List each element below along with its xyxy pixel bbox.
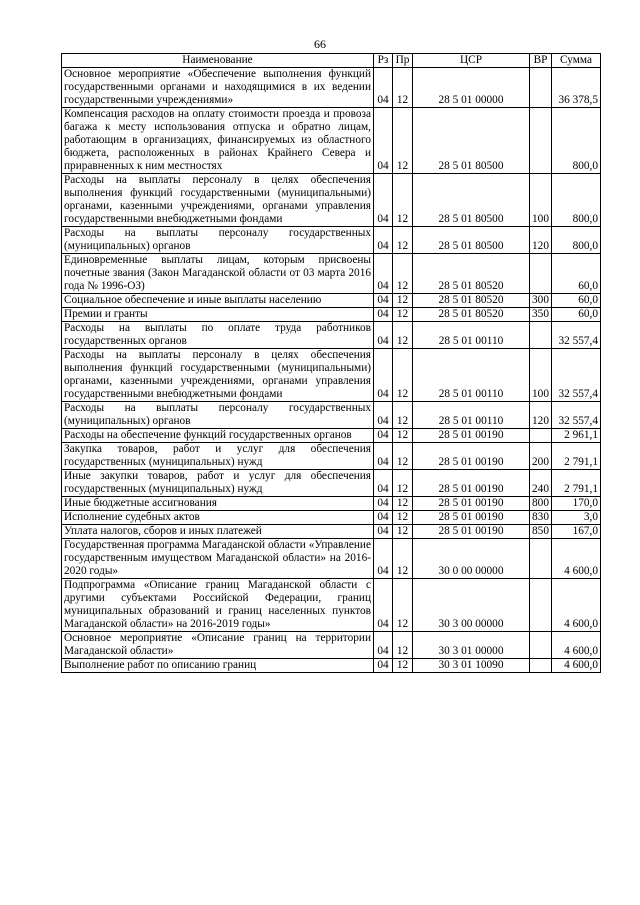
cell-csr: 30 3 00 00000 bbox=[413, 579, 530, 632]
cell-rz: 04 bbox=[374, 308, 393, 322]
cell-name: Компенсация расходов на оплату стоимости проезда и провоза багажа к месту использования отпуска и обратно лицам, работающим в организациях, финансируемых из областного бюджета, расположенных в районах Крайнего Севера и приравненных к ним местностях bbox=[62, 108, 374, 174]
table-row bbox=[62, 497, 601, 511]
cell-name: Расходы на выплаты персоналу государственных (муниципальных) органов bbox=[62, 227, 374, 254]
cell-csr: 28 5 01 00190 bbox=[413, 511, 530, 525]
cell-vr bbox=[530, 539, 552, 579]
cell-sum: 167,0 bbox=[552, 525, 601, 539]
cell-pr: 12 bbox=[393, 227, 413, 254]
table-row bbox=[62, 429, 601, 443]
cell-vr bbox=[530, 322, 552, 349]
cell-name: Основное мероприятие «Обеспечение выполнения функций государственными органами и находящимися в их ведении государственными учреждениями» bbox=[62, 68, 374, 108]
table-row bbox=[62, 308, 601, 322]
cell-vr bbox=[530, 254, 552, 294]
cell-pr: 12 bbox=[393, 470, 413, 497]
cell-rz: 04 bbox=[374, 68, 393, 108]
cell-sum: 60,0 bbox=[552, 308, 601, 322]
table-row bbox=[62, 68, 601, 108]
cell-rz: 04 bbox=[374, 497, 393, 511]
cell-name: Расходы на выплаты по оплате труда работников государственных органов bbox=[62, 322, 374, 349]
cell-sum: 4 600,0 bbox=[552, 539, 601, 579]
cell-vr: 850 bbox=[530, 525, 552, 539]
cell-csr: 28 5 01 80520 bbox=[413, 294, 530, 308]
table-row bbox=[62, 108, 601, 174]
cell-vr: 100 bbox=[530, 349, 552, 402]
cell-name: Государственная программа Магаданской области «Управление государственным имуществом Магаданской области» на 2016-2020 годы» bbox=[62, 539, 374, 579]
cell-pr: 12 bbox=[393, 525, 413, 539]
cell-name: Расходы на выплаты персоналу государственных (муниципальных) органов bbox=[62, 402, 374, 429]
cell-sum: 2 961,1 bbox=[552, 429, 601, 443]
cell-name: Иные бюджетные ассигнования bbox=[62, 497, 374, 511]
header-rz: Рз bbox=[374, 54, 393, 68]
header-vr: ВР bbox=[530, 54, 552, 68]
cell-sum: 2 791,1 bbox=[552, 470, 601, 497]
cell-csr: 28 5 01 80500 bbox=[413, 227, 530, 254]
cell-vr: 830 bbox=[530, 511, 552, 525]
cell-pr: 12 bbox=[393, 349, 413, 402]
cell-pr: 12 bbox=[393, 443, 413, 470]
cell-csr: 28 5 01 00190 bbox=[413, 497, 530, 511]
table-row bbox=[62, 632, 601, 659]
cell-csr: 28 5 01 00190 bbox=[413, 470, 530, 497]
cell-vr: 200 bbox=[530, 443, 552, 470]
table-row bbox=[62, 443, 601, 470]
cell-name: Социальное обеспечение и иные выплаты населению bbox=[62, 294, 374, 308]
cell-vr: 300 bbox=[530, 294, 552, 308]
cell-csr: 28 5 01 80520 bbox=[413, 254, 530, 294]
cell-csr: 28 5 01 00110 bbox=[413, 322, 530, 349]
cell-vr: 240 bbox=[530, 470, 552, 497]
cell-name: Уплата налогов, сборов и иных платежей bbox=[62, 525, 374, 539]
cell-sum: 170,0 bbox=[552, 497, 601, 511]
cell-vr bbox=[530, 632, 552, 659]
cell-name: Единовременные выплаты лицам, которым присвоены почетные звания (Закон Магаданской области от 03 марта 2016 года № 1996-ОЗ) bbox=[62, 254, 374, 294]
cell-pr: 12 bbox=[393, 108, 413, 174]
cell-sum: 36 378,5 bbox=[552, 68, 601, 108]
table-row bbox=[62, 525, 601, 539]
table-row bbox=[62, 254, 601, 294]
cell-pr: 12 bbox=[393, 579, 413, 632]
cell-pr: 12 bbox=[393, 402, 413, 429]
cell-vr: 120 bbox=[530, 227, 552, 254]
cell-name: Расходы на выплаты персоналу в целях обеспечения выполнения функций государственными (муниципальными) органами, казенными учреждениями, органами управления государственными внебюджетными фондами bbox=[62, 349, 374, 402]
cell-name: Иные закупки товаров, работ и услуг для обеспечения государственных (муниципальных) нужд bbox=[62, 470, 374, 497]
cell-pr: 12 bbox=[393, 308, 413, 322]
cell-vr bbox=[530, 579, 552, 632]
cell-name: Премии и гранты bbox=[62, 308, 374, 322]
cell-name: Исполнение судебных актов bbox=[62, 511, 374, 525]
cell-rz: 04 bbox=[374, 443, 393, 470]
cell-rz: 04 bbox=[374, 659, 393, 673]
cell-rz: 04 bbox=[374, 294, 393, 308]
cell-rz: 04 bbox=[374, 429, 393, 443]
cell-rz: 04 bbox=[374, 227, 393, 254]
cell-pr: 12 bbox=[393, 254, 413, 294]
cell-pr: 12 bbox=[393, 632, 413, 659]
cell-csr: 28 5 01 80500 bbox=[413, 174, 530, 227]
cell-csr: 28 5 01 80500 bbox=[413, 108, 530, 174]
table-row bbox=[62, 227, 601, 254]
cell-rz: 04 bbox=[374, 174, 393, 227]
cell-sum: 32 557,4 bbox=[552, 322, 601, 349]
page-number: 66 bbox=[314, 37, 326, 51]
cell-sum: 4 600,0 bbox=[552, 632, 601, 659]
cell-csr: 28 5 01 80520 bbox=[413, 308, 530, 322]
header-sum: Сумма bbox=[552, 54, 601, 68]
cell-pr: 12 bbox=[393, 511, 413, 525]
cell-pr: 12 bbox=[393, 429, 413, 443]
cell-csr: 30 0 00 00000 bbox=[413, 539, 530, 579]
cell-name: Подпрограмма «Описание границ Магаданской области с другими субъектами Российской Федерации, границ муниципальных образований и границ населенных пунктов Магаданской области» на 2016-2019 годы» bbox=[62, 579, 374, 632]
cell-sum: 800,0 bbox=[552, 108, 601, 174]
cell-sum: 60,0 bbox=[552, 254, 601, 294]
cell-name: Закупка товаров, работ и услуг для обеспечения государственных (муниципальных) нужд bbox=[62, 443, 374, 470]
table-row bbox=[62, 539, 601, 579]
cell-rz: 04 bbox=[374, 108, 393, 174]
cell-vr: 120 bbox=[530, 402, 552, 429]
cell-rz: 04 bbox=[374, 470, 393, 497]
cell-vr bbox=[530, 68, 552, 108]
cell-rz: 04 bbox=[374, 632, 393, 659]
header-pr: Пр bbox=[393, 54, 413, 68]
cell-name: Расходы на выплаты персоналу в целях обеспечения выполнения функций государственными (муниципальными) органами, казенными учреждениями, органами управления государственными внебюджетными фондами bbox=[62, 174, 374, 227]
table-row bbox=[62, 349, 601, 402]
header-name: Наименование bbox=[62, 54, 374, 68]
cell-pr: 12 bbox=[393, 68, 413, 108]
cell-sum: 4 600,0 bbox=[552, 659, 601, 673]
cell-pr: 12 bbox=[393, 322, 413, 349]
cell-sum: 2 791,1 bbox=[552, 443, 601, 470]
cell-pr: 12 bbox=[393, 174, 413, 227]
cell-vr: 100 bbox=[530, 174, 552, 227]
table-row bbox=[62, 322, 601, 349]
cell-pr: 12 bbox=[393, 294, 413, 308]
cell-name: Выполнение работ по описанию границ bbox=[62, 659, 374, 673]
cell-csr: 30 3 01 10090 bbox=[413, 659, 530, 673]
cell-vr bbox=[530, 108, 552, 174]
cell-pr: 12 bbox=[393, 539, 413, 579]
cell-pr: 12 bbox=[393, 659, 413, 673]
table-body bbox=[62, 68, 601, 673]
cell-csr: 28 5 01 00190 bbox=[413, 443, 530, 470]
cell-csr: 28 5 01 00190 bbox=[413, 525, 530, 539]
cell-sum: 4 600,0 bbox=[552, 579, 601, 632]
table-row bbox=[62, 294, 601, 308]
cell-rz: 04 bbox=[374, 511, 393, 525]
cell-sum: 800,0 bbox=[552, 227, 601, 254]
table-row bbox=[62, 659, 601, 673]
cell-csr: 30 3 01 00000 bbox=[413, 632, 530, 659]
cell-pr: 12 bbox=[393, 497, 413, 511]
table-row bbox=[62, 174, 601, 227]
cell-rz: 04 bbox=[374, 402, 393, 429]
cell-csr: 28 5 01 00110 bbox=[413, 349, 530, 402]
cell-rz: 04 bbox=[374, 579, 393, 632]
cell-rz: 04 bbox=[374, 322, 393, 349]
cell-name: Основное мероприятие «Описание границ на территории Магаданской области» bbox=[62, 632, 374, 659]
cell-sum: 3,0 bbox=[552, 511, 601, 525]
table-row bbox=[62, 470, 601, 497]
cell-rz: 04 bbox=[374, 254, 393, 294]
table-header-row bbox=[62, 54, 601, 68]
cell-rz: 04 bbox=[374, 525, 393, 539]
cell-sum: 32 557,4 bbox=[552, 402, 601, 429]
cell-sum: 60,0 bbox=[552, 294, 601, 308]
table-row bbox=[62, 402, 601, 429]
table-row bbox=[62, 579, 601, 632]
cell-csr: 28 5 01 00190 bbox=[413, 429, 530, 443]
cell-name: Расходы на обеспечение функций государственных органов bbox=[62, 429, 374, 443]
cell-sum: 32 557,4 bbox=[552, 349, 601, 402]
cell-sum: 800,0 bbox=[552, 174, 601, 227]
cell-csr: 28 5 01 00000 bbox=[413, 68, 530, 108]
cell-csr: 28 5 01 00110 bbox=[413, 402, 530, 429]
cell-vr bbox=[530, 429, 552, 443]
cell-vr: 350 bbox=[530, 308, 552, 322]
table-row bbox=[62, 511, 601, 525]
cell-vr: 800 bbox=[530, 497, 552, 511]
cell-vr bbox=[530, 659, 552, 673]
cell-rz: 04 bbox=[374, 539, 393, 579]
cell-rz: 04 bbox=[374, 349, 393, 402]
header-csr: ЦСР bbox=[413, 54, 530, 68]
budget-table bbox=[61, 53, 601, 673]
